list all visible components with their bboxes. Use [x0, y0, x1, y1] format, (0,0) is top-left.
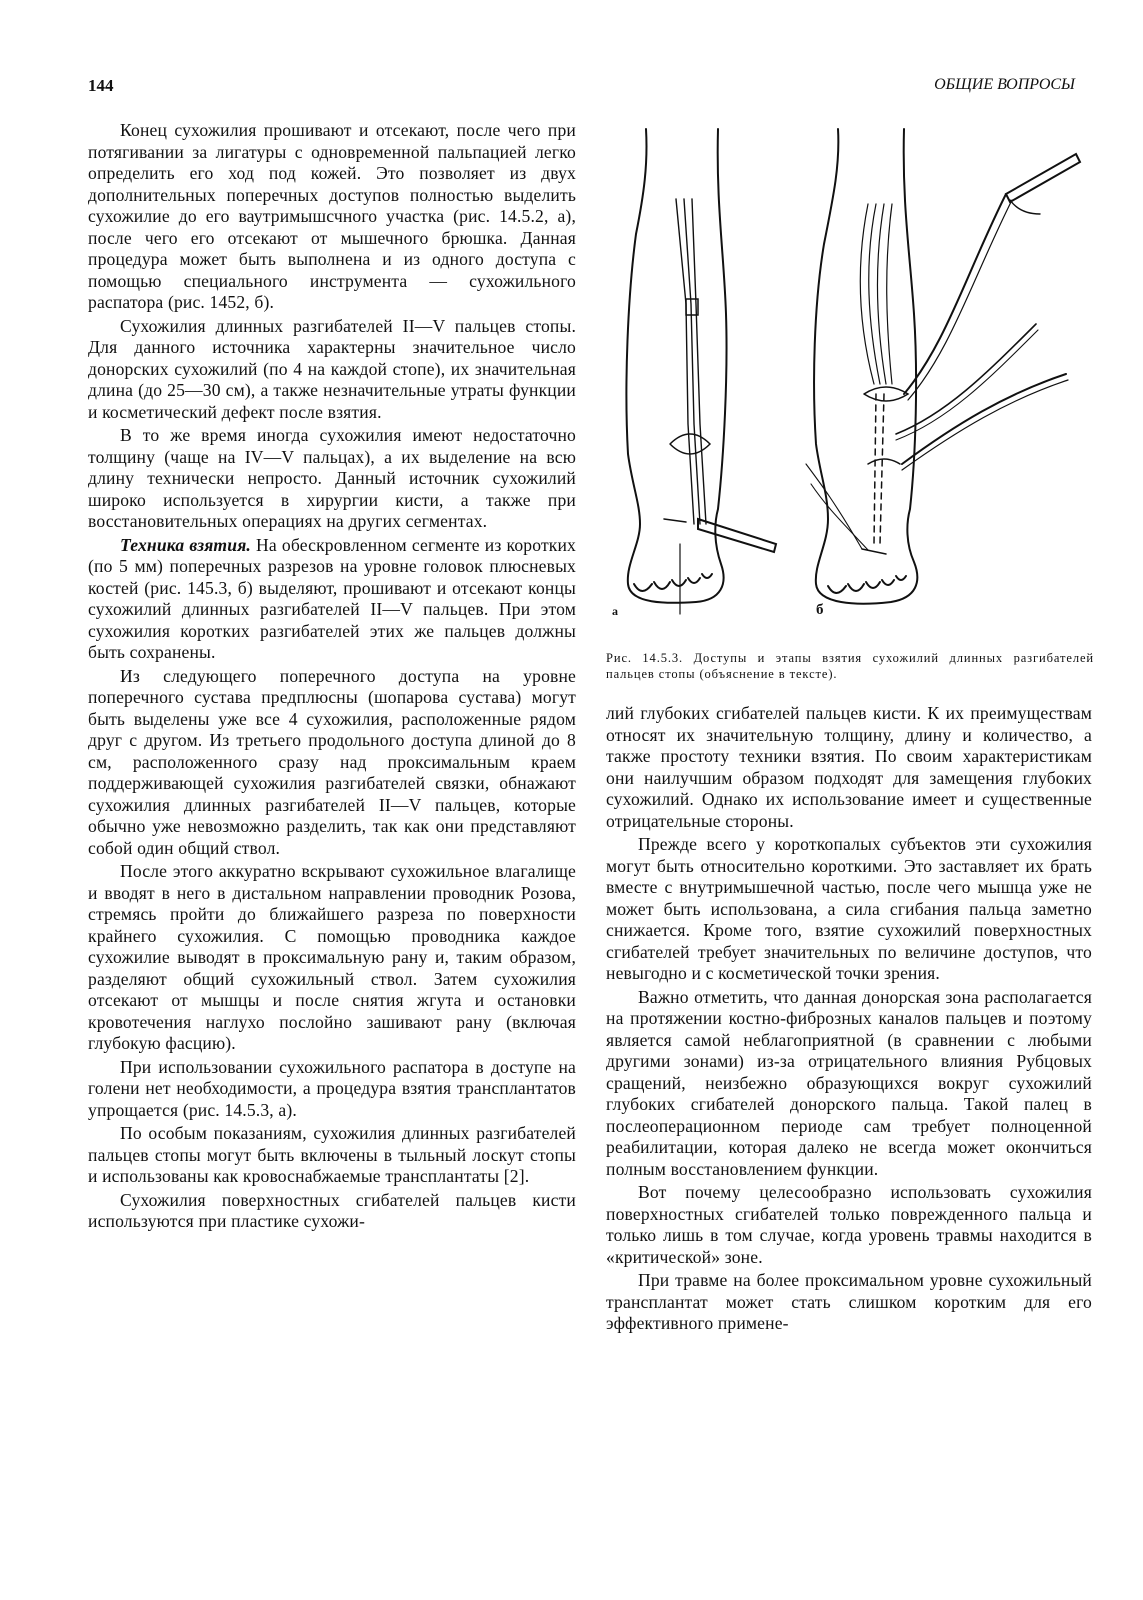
left-column	[88, 120, 576, 1233]
paragraph: При травме на более проксимальном уровне сухожильный трансплантат может стать слишком коротким для его эффективного примене-	[606, 1270, 1092, 1333]
paragraph	[88, 535, 576, 664]
paragraph: Сухожилия поверхностных сгибателей пальцев кисти используются при пластике сухожи-	[88, 1189, 576, 1231]
paragraph: Важно отметить, что данная донорская зона располагается на протяжении костно-фиброзных каналов пальцев и поэтому является самой неблагоприятной (в сравнении с любыми другими зонами) из-за отрицательного влияния Рубцовых сращений, неизбежно образующихся вокруг сухожилий глубоких сгибателей донорского пальца. Такой палец в послеоперационном периоде сам требует полноценной реабилитации, которая далеко не всегда может окончиться полным восстановлением функции.	[606, 986, 1092, 1179]
figure-label-b: б	[816, 602, 824, 618]
right-column	[606, 703, 1092, 1335]
paragraph: Сухожилия длинных разгибателей II—V пальцев стопы. Для данного источника характерны значительное число донорских сухожилий (по 4 на каждой стопе), их значительная длина (до 25—30 см), а также незначительные утраты функции и косметический дефект после взятия.	[88, 315, 576, 422]
figure-leg-illustration	[606, 124, 1096, 634]
running-title: ОБЩИЕ ВОПРОСЫ	[934, 76, 1075, 93]
paragraph: После этого аккуратно вскрывают сухожильное влагалище и вводят в него в дистальном направлении проводник Розова, стремясь пройти до ближайшего разреза по поверхности крайнего сухожилия. С помощью проводника каждое сухожилие выводят в проксимальную рану и, таким образом, разделяют общий сухожильный ствол. Затем сухожилия отсекают от мышцы и после снятия жгута и остановки кровотечения наглухо послойно зашивают рану (включая глубокую фасцию).	[88, 861, 576, 1053]
paragraph: Конец сухожилия прошивают и отсекают, после чего при потягивании за лигатуры с одновременной пальпацией легко определить его ход под кожей. Это позволяет из двух дополнительных поперечных доступов полностью выделить сухожилие до его ваутримышсчного участка (рис. 14.5.2, а), после чего его отсекают от мышечного брюшка. Данная процедура может быть выполнена и из одного доступа с помощью специального инструмента — сухожильного распатора (рис. 1452, б).	[88, 120, 576, 312]
paragraph: В то же время иногда сухожилия имеют недостаточно толщину (чаще на IV—V пальцах), а их выделение на всю длину технически непросто. Данный источник сухожилий широко используется в хирургии кисти, а также при восстановительных операциях на других сегментах.	[88, 425, 576, 531]
figure-caption: Рис. 14.5.3. Доступы и этапы взятия сухожилий длинных разгибателей пальцев стопы (объяснение в тексте).	[606, 651, 1094, 681]
run-in-heading: Техника взятия.	[120, 534, 251, 555]
paragraph: Вот почему целесообразно использовать сухожилия поверхностных сгибателей только поврежденного пальца и только лишь в том случае, когда уровень травмы находится в «критической» зоне.	[606, 1182, 1092, 1267]
paragraph: При использовании сухожильного распатора в доступе на голени нет необходимости, а процедура взятия трансплантатов упрощается (рис. 14.5.3, а).	[88, 1056, 576, 1120]
leg-drawing	[606, 124, 1096, 624]
page-number: 144	[88, 76, 114, 95]
paragraph: Из следующего поперечного доступа на уровне поперечного сустава предплюсны (шопарова сустава) могут быть выделены уже все 4 сухожилия, расположенные рядом друг с другом. Из третьего продольного доступа длиной до 8 см, расположенного сразу над проксимальным краем поддерживающей сухожилия разгибателей связки, обнажают сухожилия длинных разгибателей II—V пальцев, которые обычно уже невозможно разделить, так как они представляют собой один общий ствол.	[88, 665, 576, 858]
figure-label-a: а	[612, 604, 618, 618]
paragraph: По особым показаниям, сухожилия длинных разгибателей пальцев стопы могут быть включены в тыльный лоскут стопы и использованы как кровоснабжаемые трансплантаты [2].	[88, 1123, 576, 1186]
paragraph: лий глубоких сгибателей пальцев кисти. К их преимуществам относят их значительную толщину, длину и количество, а также простоту техники взятия. По своим характеристикам они наилучшим образом подходят для замещения глубоких сухожилий. Однако их использование имеет и существенные отрицательные стороны.	[606, 703, 1092, 831]
paragraph: Прежде всего у короткопалых субъектов эти сухожилия могут быть относительно короткими. Это заставляет их брать вместе с внутримышечной частью, после чего мышца уже не может быть использована, а сила сгибания пальца заметно снижается. Кроме того, взятие сухожилий поверхностных сгибателей требует значительных по величине доступов, что невыгодно и с косметической точки зрения.	[606, 834, 1092, 983]
paragraph-text: На обескровленном сегменте из коротких (по 5 мм) поперечных разрезов на уровне головок плюсневых костей (рис. 145.3, б) выделяют, прошивают и отсекают концы сухожилий длинных разгибателей II—V пальцев. При этом сухожилия коротких разгибателей этих же пальцев должны быть сохранены.	[88, 534, 576, 662]
